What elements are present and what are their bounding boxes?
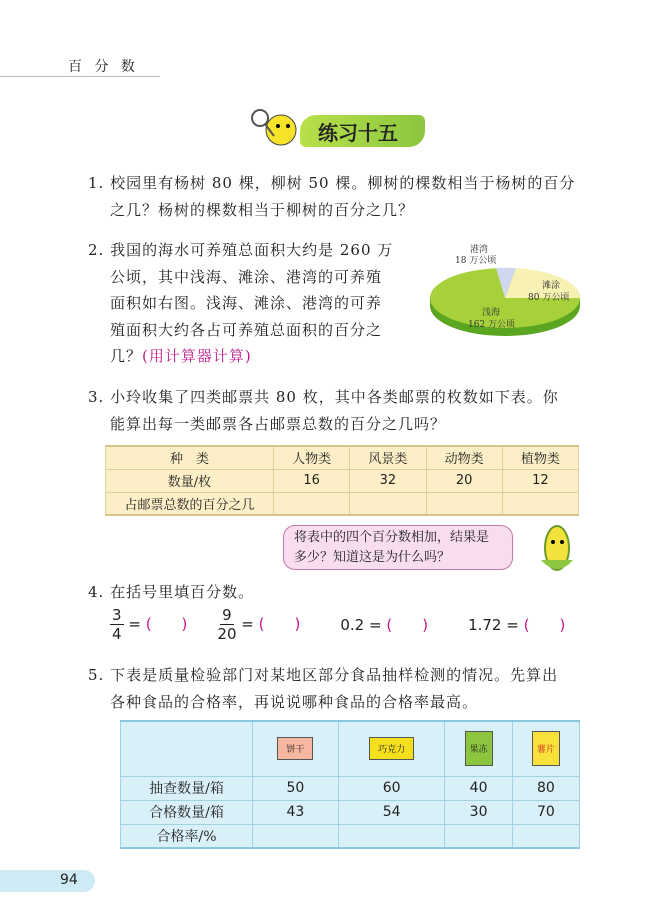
food-inspection-table: [120, 720, 580, 849]
fill-in-row: $\frac{3}{4}$ = ( ) $\frac{9}{20}$ = ( ) 0.2 = ( ) 1.72 = ( ): [112, 606, 566, 643]
header-divider: [0, 76, 160, 77]
answer-blank[interactable]: ( ): [523, 616, 566, 634]
speech-bubble: 将表中的四个百分数相加，结果是 多少？知道这是为什么吗？: [283, 525, 513, 570]
label-shallow-value: 162 万公顷: [468, 320, 516, 330]
label-beach-value: 80 万公顷: [528, 293, 570, 303]
label-bay-value: 18 万公顷: [455, 256, 497, 266]
answer-blank[interactable]: ( ): [386, 616, 429, 634]
answer-blank[interactable]: ( ): [145, 615, 188, 633]
question-1: 1. 校园里有杨树 80 棵，柳树 50 棵。柳树的棵数相当于杨树的百分 之几？杨树的棵数相当于柳树的百分之几？: [88, 174, 576, 219]
biscuit-icon: 饼干: [277, 737, 313, 760]
stamp-table: [105, 445, 579, 516]
question-3: 3. 小玲收集了四类邮票共 80 枚，其中各类邮票的枚数如下表。你 能算出每一类邮票各占邮票总数的百分之几吗？: [88, 388, 559, 433]
table-row: 抽查数量/箱 50 60 40 80: [121, 776, 580, 800]
pie-chart: [420, 240, 590, 345]
table-row: 种 类 人物类 风景类 动物类 植物类: [106, 446, 579, 469]
table-row: 数量/枚 16 32 20 12: [106, 469, 579, 492]
jelly-icon: 果冻: [465, 731, 493, 766]
question-5: 5. 下表是质量检验部门对某地区部分食品抽样检测的情况。先算出 各种食品的合格率，再说说哪种食品的合格率最高。: [88, 666, 559, 711]
table-row: 合格数量/箱 43 54 30 70: [121, 800, 580, 824]
chips-icon: 薯片: [532, 731, 560, 766]
question-2: 2. 我国的海水可养殖总面积大约是 260 万 公顷，其中浅海、滩涂、港湾的可养殖 面积如右图。浅海、滩涂、港湾的可养 殖面积大约各占可养殖总面积的百分之 几？(用计算器计算): [88, 241, 394, 365]
chick-mascot-icon: [248, 100, 303, 150]
corn-mascot-icon: [535, 520, 580, 580]
table-row: 占邮票总数的百分之几: [106, 492, 579, 515]
label-beach-name: 滩涂: [542, 281, 561, 291]
chapter-header: 百 分 数: [68, 59, 139, 75]
calculator-hint: (用计算器计算): [142, 347, 252, 365]
question-4: 4. 在括号里填百分数。: [88, 583, 255, 601]
table-row: 合格率/%: [121, 824, 580, 848]
table-row: [121, 721, 580, 776]
label-bay-name: 港湾: [470, 245, 489, 255]
exercise-title: 练习十五: [318, 121, 398, 145]
label-shallow-name: 浅海: [482, 308, 501, 318]
page-number: 94: [0, 870, 95, 892]
answer-blank[interactable]: ( ): [258, 615, 301, 633]
chocolate-icon: 巧克力: [369, 737, 414, 760]
